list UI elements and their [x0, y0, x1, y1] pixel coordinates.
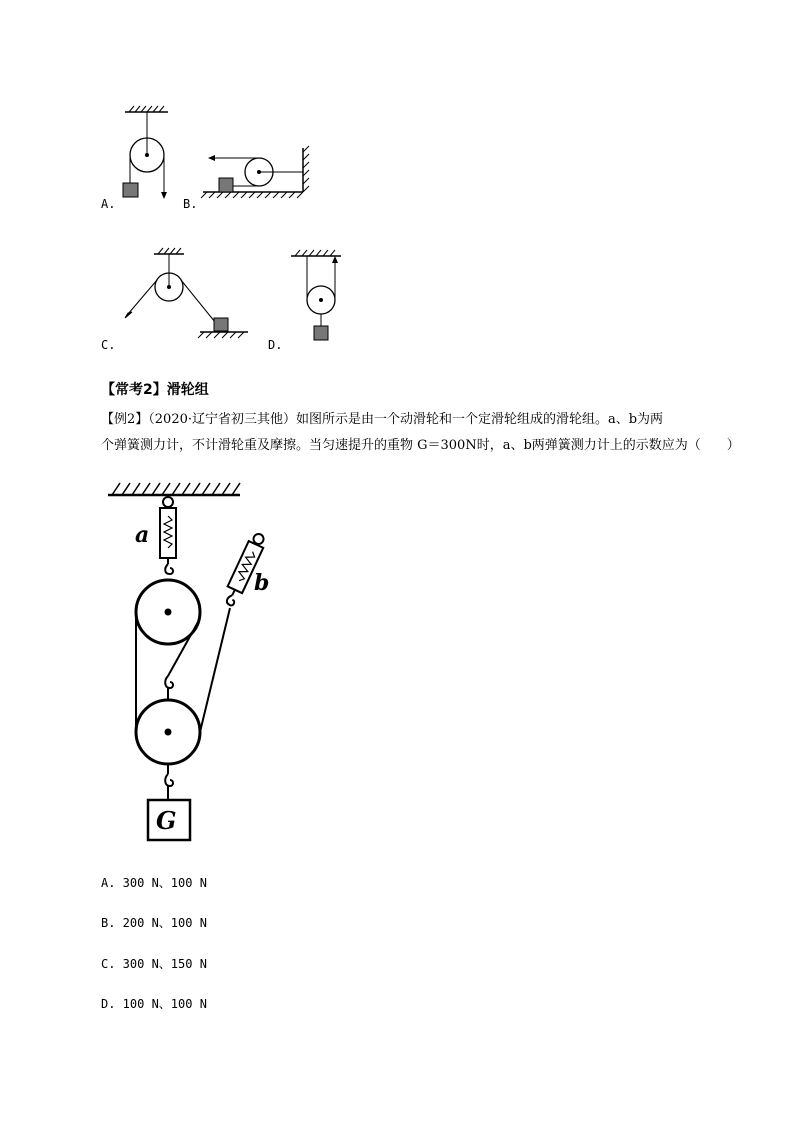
- figure-a: [120, 108, 180, 203]
- choice-a: A. 300 N、100 N: [101, 876, 207, 890]
- option-c-label: C.: [101, 338, 116, 352]
- pulley-system-figure: [100, 478, 280, 848]
- section-heading: 【常考2】滑轮组: [101, 382, 209, 398]
- figure-d: [289, 250, 349, 345]
- choice-b: B. 200 N、100 N: [101, 916, 207, 930]
- choice-d: D. 100 N、100 N: [101, 997, 207, 1011]
- question-line-1: 【例2】（2020·辽宁省初三其他）如图所示是由一个动滑轮和一个定滑轮组成的滑轮组。a、b为两: [101, 412, 664, 427]
- choice-c: C. 300 N、150 N: [101, 957, 207, 971]
- scale-b-label: b: [254, 570, 270, 596]
- figure-b: [203, 148, 318, 208]
- scale-a-label: a: [135, 522, 150, 548]
- example-question: [101, 407, 741, 459]
- option-b-label: B.: [183, 197, 198, 211]
- question-line-2: 个弹簧测力计，不计滑轮重及摩擦。当匀速提升的重物 G＝300N时，a、b两弹簧测力计上的示数应为（ ）: [101, 438, 740, 453]
- option-d-label: D.: [268, 338, 283, 352]
- weight-label: G: [156, 806, 177, 835]
- option-a-label: A.: [101, 197, 116, 211]
- figure-c: [120, 250, 255, 340]
